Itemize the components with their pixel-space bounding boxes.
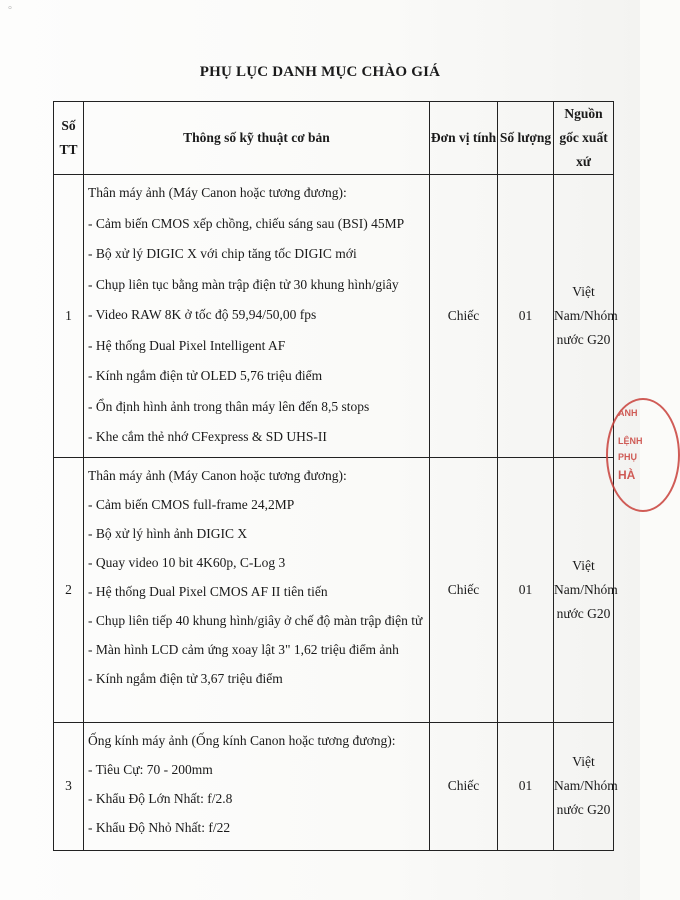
qty-cell: 01 (498, 457, 554, 722)
spec-item: - Chụp liên tiếp 40 khung hình/giây ở chế độ màn trập điện tử (88, 612, 423, 628)
table-row (54, 175, 614, 458)
unit-cell: Chiếc (430, 722, 498, 850)
origin-cell: Việt Nam/Nhóm nước G20 (554, 457, 614, 722)
qty-cell: 01 (498, 175, 554, 458)
header-qty: Số lượng (498, 102, 554, 175)
spec-cell (84, 722, 430, 850)
row-number: 2 (54, 457, 84, 722)
header-origin: Nguồn gốc xuất xứ (554, 102, 614, 175)
spec-title: Thân máy ảnh (Máy Canon hoặc tương đương): (88, 467, 347, 483)
spec-item: - Tiêu Cự: 70 - 200mm (88, 761, 213, 777)
spec-item: - Hệ thống Dual Pixel CMOS AF II tiên tiến (88, 583, 328, 599)
spec-item: - Video RAW 8K ở tốc độ 59,94/50,00 fps (88, 307, 317, 322)
spec-item: - Khẩu Độ Nhỏ Nhất: f/22 (88, 819, 231, 835)
spec-item: - Khẩu Độ Lớn Nhất: f/2.8 (88, 790, 233, 806)
spec-title: Thân máy ảnh (Máy Canon hoặc tương đương): (88, 185, 347, 200)
spec-item: - Khe cắm thẻ nhớ CFexpress & SD UHS-II (88, 429, 327, 444)
spec-item: - Bộ xử lý DIGIC X với chip tăng tốc DIGIC mới (88, 246, 357, 261)
quotation-table (53, 101, 618, 851)
origin-cell: Việt Nam/Nhóm nước G20 (554, 175, 614, 458)
stamp-fragment: ANH (618, 408, 638, 418)
spec-item: - Cảm biến CMOS full-frame 24,2MP (88, 496, 295, 512)
spec-item: - Kính ngắm điện tử OLED 5,76 triệu điểm (88, 368, 323, 383)
spec-item: - Màn hình LCD cảm ứng xoay lật 3" 1,62 triệu điểm ảnh (88, 641, 399, 657)
header-unit: Đơn vị tính (430, 102, 498, 175)
spec-item: - Chụp liên tục bằng màn trập điện tử 30 khung hình/giây (88, 276, 399, 292)
unit-cell: Chiếc (430, 175, 498, 458)
spec-item: - Kính ngắm điện tử 3,67 triệu điểm (88, 670, 283, 686)
spec-item: - Ổn định hình ảnh trong thân máy lên đến 8,5 stops (88, 398, 370, 414)
qty-cell: 01 (498, 722, 554, 850)
row-number: 3 (54, 722, 84, 850)
stamp-fragment: HÀ (618, 468, 636, 482)
row-number: 1 (54, 175, 84, 458)
spec-cell (84, 457, 430, 722)
stamp-fragment: PHỤ (618, 452, 638, 462)
header-row (54, 102, 614, 175)
header-spec: Thông số kỹ thuật cơ bản (84, 102, 430, 175)
spec-item: - Bộ xử lý hình ảnh DIGIC X (88, 525, 248, 541)
origin-cell: Việt Nam/Nhóm nước G20 (554, 722, 614, 850)
spec-title: Ống kính máy ảnh (Ống kính Canon hoặc tương đương): (88, 732, 396, 748)
table-row (54, 457, 614, 722)
unit-cell: Chiếc (430, 457, 498, 722)
corner-mark: ° (8, 5, 12, 16)
stamp-fragment: LỆNH (618, 436, 643, 446)
table-row (54, 722, 614, 850)
red-seal-stamp (606, 398, 680, 512)
spec-item: - Hệ thống Dual Pixel Intelligent AF (88, 337, 286, 353)
header-no: Số TT (54, 102, 84, 175)
spec-item: - Quay video 10 bit 4K60p, C-Log 3 (88, 554, 286, 570)
document-title: PHỤ LỤC DANH MỤC CHÀO GIÁ (199, 64, 441, 80)
spec-cell (84, 175, 430, 458)
spec-item: - Cảm biến CMOS xếp chồng, chiếu sáng sau (BSI) 45MP (88, 215, 405, 231)
